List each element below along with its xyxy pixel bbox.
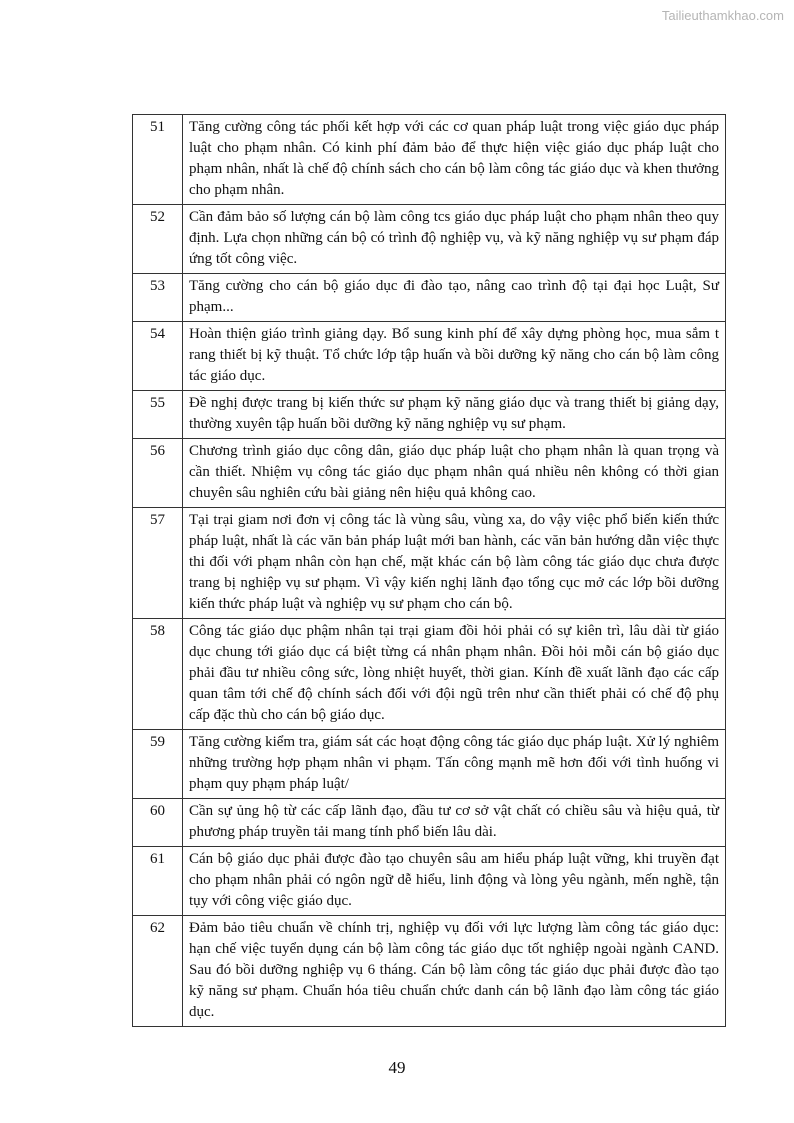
row-number: 53 xyxy=(133,274,183,322)
row-number: 59 xyxy=(133,730,183,799)
row-number: 61 xyxy=(133,847,183,916)
table-row xyxy=(133,115,726,205)
table-row xyxy=(133,391,726,439)
row-number: 55 xyxy=(133,391,183,439)
row-number: 56 xyxy=(133,439,183,508)
row-content: Cán bộ giáo dục phải được đào tạo chuyên sâu am hiểu pháp luật vững, khi truyền đạt cho phạm nhân phải có ngôn ngữ dễ hiểu, linh động và lòng yêu ngành, mến nghề, tận tụy với công việc giáo dục. xyxy=(183,847,726,916)
row-number: 58 xyxy=(133,619,183,730)
row-content: Tại trại giam nơi đơn vị công tác là vùng sâu, vùng xa, do vậy việc phổ biến kiến thức pháp luật, nhất là các văn bản pháp luật mới ban hành, các văn bản hướng dẫn việc thực thi đối với phạm nhân còn hạn chế, mặt khác cán bộ làm công tác giáo dục chưa được trang bị nghiệp vụ sư phạm. Vì vậy kiến nghị lãnh đạo tổng cục mở các lớp bồi dưỡng kiến thức pháp luật và nghiệp vụ sư phạm cho cán bộ. xyxy=(183,508,726,619)
table-row xyxy=(133,799,726,847)
table-row xyxy=(133,439,726,508)
page-number: 49 xyxy=(388,1058,406,1077)
row-number: 57 xyxy=(133,508,183,619)
row-content: Cần đảm bảo số lượng cán bộ làm công tcs giáo dục pháp luật cho phạm nhân theo quy định. Lựa chọn những cán bộ có trình độ nghiệp vụ, và kỹ năng nghiệp vụ sư phạm đáp ứng tốt công việc. xyxy=(183,205,726,274)
table-row xyxy=(133,322,726,391)
row-content: Cần sự ủng hộ từ các cấp lãnh đạo, đầu tư cơ sở vật chất có chiều sâu và hiệu quả, từ phương pháp truyền tải mang tính phổ biến lâu dài. xyxy=(183,799,726,847)
row-content: Chương trình giáo dục công dân, giáo dục pháp luật cho phạm nhân là quan trọng và cần thiết. Nhiệm vụ công tác giáo dục phạm nhân quá nhiều nên không có thời gian chuyên sâu nghiên cứu bài giảng nên hiệu quả không cao. xyxy=(183,439,726,508)
table-row xyxy=(133,730,726,799)
row-content: Đảm bảo tiêu chuẩn về chính trị, nghiệp vụ đối với lực lượng làm công tác giáo dục: hạn chế việc tuyển dụng cán bộ làm công tác giáo dục tốt nghiệp ngoài ngành CAND. Sau đó bồi dưỡng nghiệp vụ 6 tháng. Cán bộ làm công tác giáo dục phải được đào tạo kỹ năng sư phạm. Chuẩn hóa tiêu chuẩn chức danh cán bộ lãnh đạo làm công tác giáo dục. xyxy=(183,916,726,1027)
table-row xyxy=(133,619,726,730)
row-content: Tăng cường công tác phối kết hợp với các cơ quan pháp luật trong việc giáo dục pháp luật cho phạm nhân. Có kinh phí đảm bảo để thực hiện việc giáo dục pháp luật cho phạm nhân, nhất là chế độ chính sách cho cán bộ làm công tác giáo dục và khen thưởng cho phạm nhân. xyxy=(183,115,726,205)
row-number: 62 xyxy=(133,916,183,1027)
row-number: 52 xyxy=(133,205,183,274)
table-row xyxy=(133,847,726,916)
watermark-text: Tailieuthamkhao.com xyxy=(661,8,784,23)
row-content: Hoàn thiện giáo trình giảng dạy. Bổ sung kinh phí để xây dựng phòng học, mua sắm t rang thiết bị kỹ thuật. Tổ chức lớp tập huấn và bồi dưỡng kỹ năng cho cán bộ làm công tác giáo dục. xyxy=(183,322,726,391)
table-row xyxy=(133,274,726,322)
row-number: 51 xyxy=(133,115,183,205)
row-content: Công tác giáo dục phậm nhân tại trại giam đồi hỏi phải có sự kiên trì, lâu dài từ giáo dục chung tới giáo dục cá biệt từng cá nhân phạm nhân. Đồi hỏi mỗi cán bộ giáo dục phải đầu tư nhiều công sức, lòng nhiệt huyết, thời gian. Kính đề xuất lãnh đạo các cấp quan tâm tới chế độ chính sách đối với đội ngũ trên như cần thiết phải có chế độ phụ cấp đặc thù cho cán bộ giáo dục. xyxy=(183,619,726,730)
row-content: Tăng cường kiểm tra, giám sát các hoạt động công tác giáo dục pháp luật. Xử lý nghiêm những trường hợp phạm nhân vi phạm. Tấn công mạnh mẽ hơn đối với tình huống vi phạm quy phạm pháp luật/ xyxy=(183,730,726,799)
table-row xyxy=(133,916,726,1027)
row-number: 54 xyxy=(133,322,183,391)
row-content: Tăng cường cho cán bộ giáo dục đi đào tạo, nâng cao trình độ tại đại học Luật, Sư phạm... xyxy=(183,274,726,322)
table-row xyxy=(133,205,726,274)
row-content: Đề nghị được trang bị kiến thức sư phạm kỹ năng giáo dục và trang thiết bị giảng dạy, thường xuyên tập huấn bồi dưỡng kỹ năng nghiệp vụ sư phạm. xyxy=(183,391,726,439)
row-number: 60 xyxy=(133,799,183,847)
table-row xyxy=(133,508,726,619)
recommendations-table xyxy=(132,114,726,1027)
